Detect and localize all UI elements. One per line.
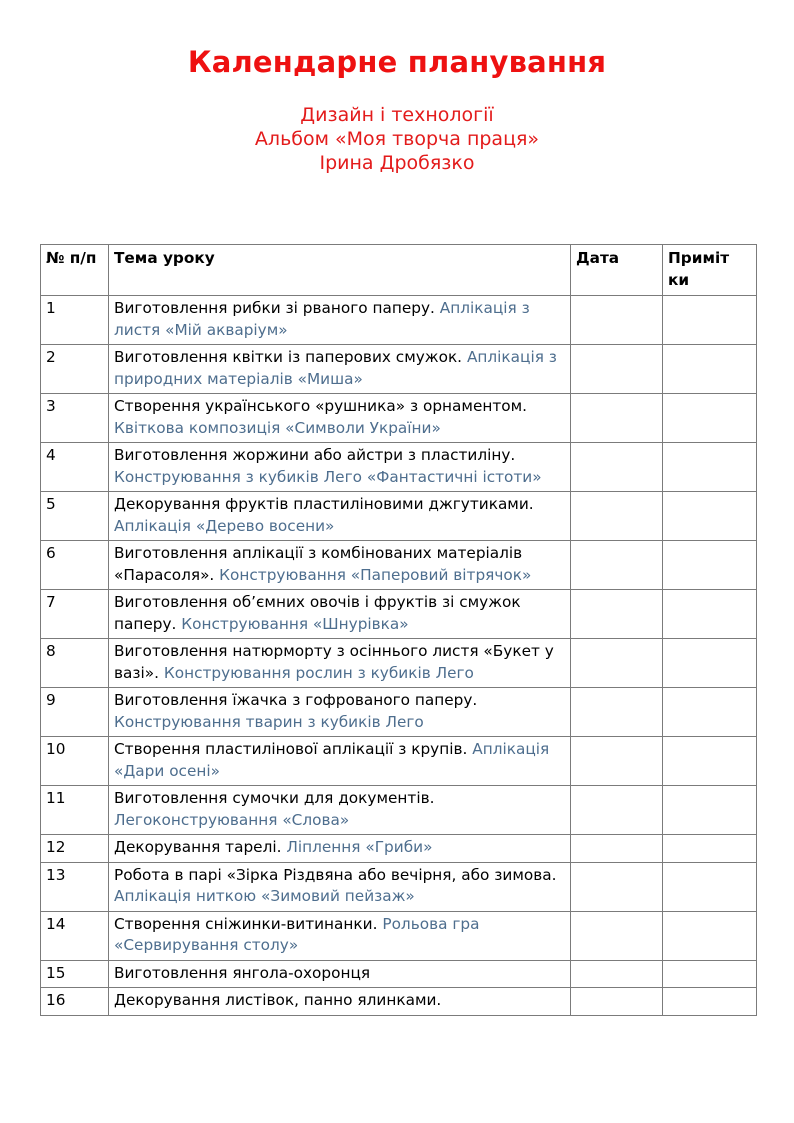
cell-row-number: 5 — [41, 492, 109, 541]
table-row — [41, 443, 757, 492]
cell-notes[interactable] — [663, 443, 757, 492]
cell-row-number: 7 — [41, 590, 109, 639]
cell-notes[interactable] — [663, 960, 757, 988]
cell-notes[interactable] — [663, 492, 757, 541]
cell-row-number: 2 — [41, 345, 109, 394]
topic-alt-text: Аплікація з листя «Мій акваріум» — [114, 299, 530, 339]
cell-date[interactable] — [571, 862, 663, 911]
topic-main-text: Виготовлення квітки із паперових смужок. — [114, 348, 463, 366]
cell-date[interactable] — [571, 960, 663, 988]
topic-alt-text: Аплікація з природних матеріалів «Миша» — [114, 348, 557, 388]
column-header-notes: Приміт ки — [663, 245, 757, 296]
cell-row-number: 6 — [41, 541, 109, 590]
topic-alt-text: Ліплення «Гриби» — [286, 838, 433, 856]
cell-date[interactable] — [571, 688, 663, 737]
topic-alt-text: Конструювання «Шнурівка» — [181, 614, 409, 633]
topic-main-text: Виготовлення об’ємних овочів і фруктів зі смужок паперу. — [114, 593, 521, 633]
topic-alt-text: Легоконструювання «Слова» — [114, 810, 350, 829]
cell-lesson-topic — [109, 737, 571, 786]
cell-row-number: 10 — [41, 737, 109, 786]
topic-alt-text: Аплікація ниткою «Зимовий пейзаж» — [114, 887, 415, 905]
cell-row-number: 9 — [41, 688, 109, 737]
cell-row-number: 11 — [41, 786, 109, 835]
subtitle-line-album: Альбом «Моя творча праця» — [254, 128, 540, 150]
cell-notes[interactable] — [663, 345, 757, 394]
cell-lesson-topic — [109, 492, 571, 541]
topic-main-text: Виготовлення рибки зі рваного паперу. — [114, 299, 435, 317]
lesson-plan-table-wrapper — [40, 244, 756, 1016]
cell-lesson-topic — [109, 345, 571, 394]
table-row — [41, 960, 757, 988]
cell-lesson-topic — [109, 443, 571, 492]
topic-main-text: Декорування тарелі. — [114, 838, 282, 856]
table-row — [41, 688, 757, 737]
column-header-topic: Тема уроку — [109, 245, 571, 296]
cell-date[interactable] — [571, 296, 663, 345]
cell-lesson-topic — [109, 394, 571, 443]
cell-notes[interactable] — [663, 835, 757, 863]
topic-main-text: Декорування фруктів пластиліновими джгутиками. — [114, 495, 534, 513]
lesson-plan-table — [40, 244, 757, 1016]
topic-main-text: Робота в парі «Зірка Різдвяна або вечірня, або зимова. — [114, 865, 557, 884]
table-row — [41, 862, 757, 911]
subtitle-line-subject: Дизайн і технології — [300, 104, 494, 126]
cell-date[interactable] — [571, 988, 663, 1016]
cell-row-number: 1 — [41, 296, 109, 345]
document-subtitle — [0, 103, 794, 175]
subtitle-line-author: Ірина Дробязко — [319, 152, 475, 174]
cell-row-number: 12 — [41, 835, 109, 863]
cell-notes[interactable] — [663, 911, 757, 960]
cell-lesson-topic — [109, 590, 571, 639]
document-heading — [0, 0, 794, 175]
column-header-date: Дата — [571, 245, 663, 296]
topic-main-text: Виготовлення янгола-охоронця — [114, 963, 371, 982]
table-row — [41, 492, 757, 541]
topic-main-text: Виготовлення їжачка з гофрованого паперу. — [114, 691, 478, 709]
cell-notes[interactable] — [663, 296, 757, 345]
table-header — [41, 245, 757, 296]
cell-lesson-topic — [109, 835, 571, 863]
cell-lesson-topic — [109, 639, 571, 688]
cell-row-number: 3 — [41, 394, 109, 443]
topic-main-text: Створення українського «рушника» з орнаментом. — [114, 397, 528, 415]
topic-alt-text: Конструювання «Паперовий вітрячок» — [219, 565, 532, 584]
cell-notes[interactable] — [663, 590, 757, 639]
topic-main-text: Виготовлення натюрморту з осіннього листя «Букет у вазі». — [114, 642, 554, 682]
table-row — [41, 639, 757, 688]
cell-notes[interactable] — [663, 394, 757, 443]
cell-row-number: 16 — [41, 988, 109, 1016]
page-title: Календарне планування — [187, 45, 607, 79]
cell-row-number: 4 — [41, 443, 109, 492]
cell-date[interactable] — [571, 492, 663, 541]
cell-date[interactable] — [571, 639, 663, 688]
cell-row-number: 15 — [41, 960, 109, 988]
cell-notes[interactable] — [663, 737, 757, 786]
table-row — [41, 737, 757, 786]
cell-lesson-topic — [109, 688, 571, 737]
table-row — [41, 786, 757, 835]
cell-date[interactable] — [571, 911, 663, 960]
topic-alt-text: Конструювання рослин з кубиків Лего — [163, 663, 474, 682]
column-header-number: № п/п — [41, 245, 109, 296]
topic-main-text: Декорування листівок, панно ялинками. — [114, 991, 442, 1009]
cell-lesson-topic — [109, 862, 571, 911]
cell-date[interactable] — [571, 786, 663, 835]
topic-alt-text: Аплікація «Дерево восени» — [114, 516, 335, 535]
table-body — [41, 296, 757, 1016]
table-row — [41, 296, 757, 345]
table-row — [41, 590, 757, 639]
cell-lesson-topic — [109, 988, 571, 1016]
cell-date[interactable] — [571, 590, 663, 639]
cell-date[interactable] — [571, 737, 663, 786]
cell-notes[interactable] — [663, 862, 757, 911]
cell-row-number: 13 — [41, 862, 109, 911]
table-row — [41, 394, 757, 443]
topic-alt-text: Аплікація «Дари осені» — [114, 740, 550, 780]
topic-alt-text: Конструювання з кубиків Лего «Фантастичні істоти» — [114, 467, 542, 486]
cell-row-number: 14 — [41, 911, 109, 960]
topic-main-text: Створення сніжинки-витинанки. — [114, 914, 378, 933]
topic-main-text: Виготовлення жоржини або айстри з пластиліну. — [114, 446, 516, 464]
topic-main-text: Виготовлення сумочки для документів. — [114, 789, 435, 807]
cell-notes[interactable] — [663, 988, 757, 1016]
cell-date[interactable] — [571, 394, 663, 443]
topic-alt-text: Квіткова композиція «Символи України» — [114, 418, 441, 437]
topic-main-text: Створення пластилінової аплікації з крупів. — [114, 740, 468, 758]
table-row — [41, 988, 757, 1016]
cell-lesson-topic — [109, 786, 571, 835]
topic-alt-text: Рольова гра «Сервирування столу» — [114, 914, 480, 954]
cell-lesson-topic — [109, 911, 571, 960]
topic-alt-text: Конструювання тварин з кубиків Лего — [114, 712, 424, 731]
cell-lesson-topic — [109, 541, 571, 590]
cell-notes[interactable] — [663, 541, 757, 590]
topic-main-text: Виготовлення аплікації з комбінованих матеріалів «Парасоля». — [114, 544, 523, 584]
cell-notes[interactable] — [663, 786, 757, 835]
cell-notes[interactable] — [663, 639, 757, 688]
cell-lesson-topic — [109, 296, 571, 345]
cell-lesson-topic — [109, 960, 571, 988]
table-row — [41, 835, 757, 863]
cell-notes[interactable] — [663, 688, 757, 737]
cell-date[interactable] — [571, 541, 663, 590]
cell-date[interactable] — [571, 443, 663, 492]
cell-date[interactable] — [571, 345, 663, 394]
table-row — [41, 911, 757, 960]
cell-row-number: 8 — [41, 639, 109, 688]
cell-date[interactable] — [571, 835, 663, 863]
table-header-row — [41, 245, 757, 296]
table-row — [41, 345, 757, 394]
table-row — [41, 541, 757, 590]
